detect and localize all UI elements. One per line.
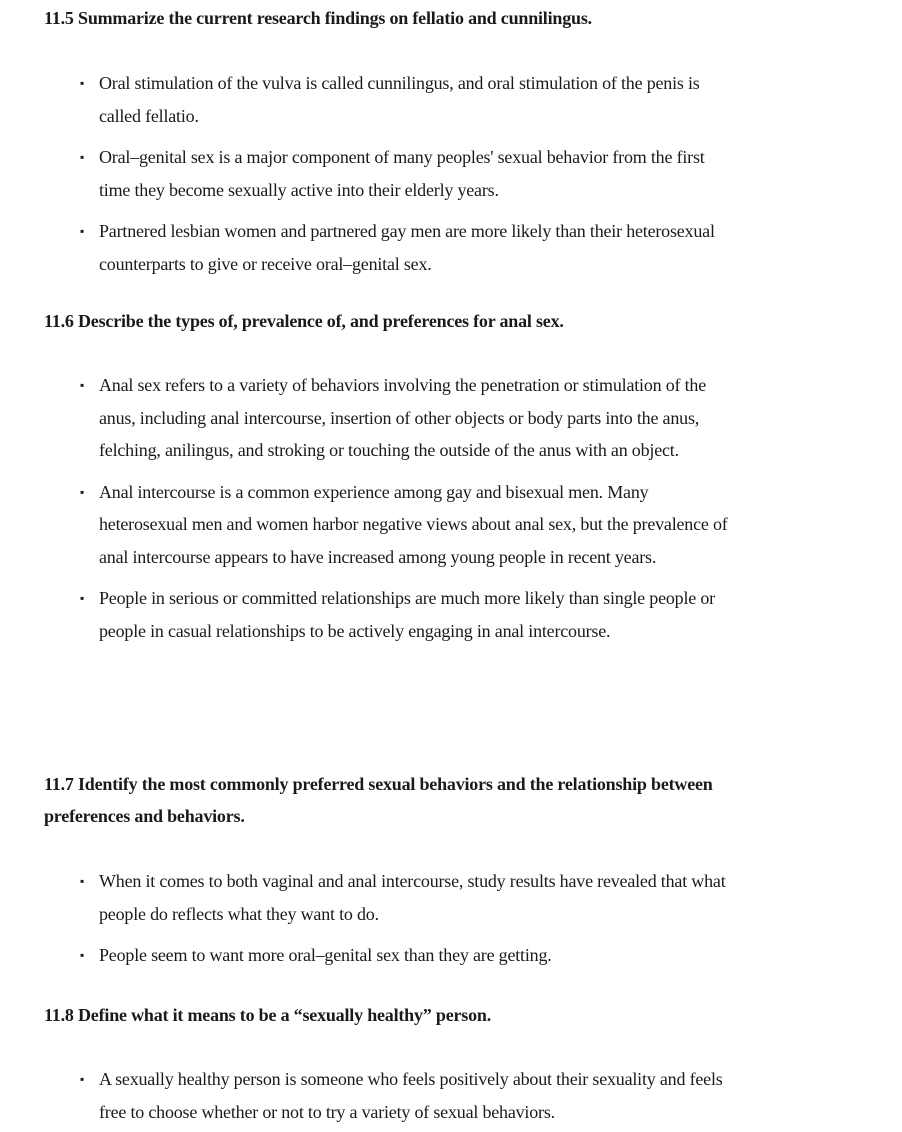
section-heading-11-7: 11.7 Identify the most commonly preferred sexual behaviors and the relationship between preferences and behaviors. [44, 774, 713, 826]
list-item [0, 369, 739, 467]
section-heading-11-5: 11.5 Summarize the current research findings on fellatio and cunnilingus. [44, 8, 592, 28]
bullet-list-11-7 [0, 865, 739, 972]
list-item [0, 865, 739, 930]
bullet-text: Partnered lesbian women and partnered gay men are more likely than their heterosexual counterparts to give or receive oral–genital sex. [99, 221, 715, 274]
bullet-list-11-6 [0, 369, 739, 647]
bullet-list-11-8 [0, 1063, 739, 1128]
bullet-text: Oral stimulation of the vulva is called cunnilingus, and oral stimulation of the penis is called fellatio. [99, 73, 700, 126]
list-item [0, 215, 739, 280]
bullet-icon: ▪ [80, 224, 85, 238]
bullet-text: A sexually healthy person is someone who feels positively about their sexuality and feels free to choose whether or not to try a variety of sexual behaviors. [99, 1069, 723, 1122]
bullet-icon: ▪ [80, 76, 85, 90]
list-item [0, 476, 739, 574]
bullet-text: Anal intercourse is a common experience among gay and bisexual men. Many heterosexual men and women harbor negative views about anal sex, but the prevalence of anal intercourse appears to have increased among young people in recent years. [99, 481, 728, 567]
list-item [0, 1063, 739, 1128]
list-item [0, 141, 739, 206]
bullet-list-11-5 [0, 67, 739, 280]
bullet-icon: ▪ [80, 378, 85, 392]
bullet-icon: ▪ [80, 948, 85, 962]
section-heading-11-8: 11.8 Define what it means to be a “sexually healthy” person. [44, 1005, 492, 1025]
bullet-text: When it comes to both vaginal and anal intercourse, study results have revealed that what people do reflects what they want to do. [99, 871, 726, 924]
list-item [0, 939, 739, 972]
section-heading-11-6: 11.6 Describe the types of, prevalence of, and preferences for anal sex. [44, 311, 564, 331]
bullet-text: Oral–genital sex is a major component of many peoples' sexual behavior from the first time they become sexually active into their elderly years. [99, 147, 705, 200]
bullet-icon: ▪ [80, 484, 85, 499]
list-item [0, 582, 739, 647]
bullet-text: People seem to want more oral–genital sex than they are getting. [99, 945, 552, 965]
bullet-text: People in serious or committed relationships are much more likely than single people or people in casual relationships to be actively engaging in anal intercourse. [99, 588, 715, 641]
bullet-icon: ▪ [80, 1072, 85, 1086]
bullet-icon: ▪ [80, 874, 85, 888]
list-item [0, 67, 739, 132]
bullet-icon: ▪ [80, 150, 85, 164]
bullet-text: Anal sex refers to a variety of behaviors involving the penetration or stimulation of the anus, including anal intercourse, insertion of other objects or body parts into the anus, felching, anilingus, and stroking or touching the outside of the anus with an object. [99, 375, 707, 460]
bullet-icon: ▪ [80, 591, 85, 605]
